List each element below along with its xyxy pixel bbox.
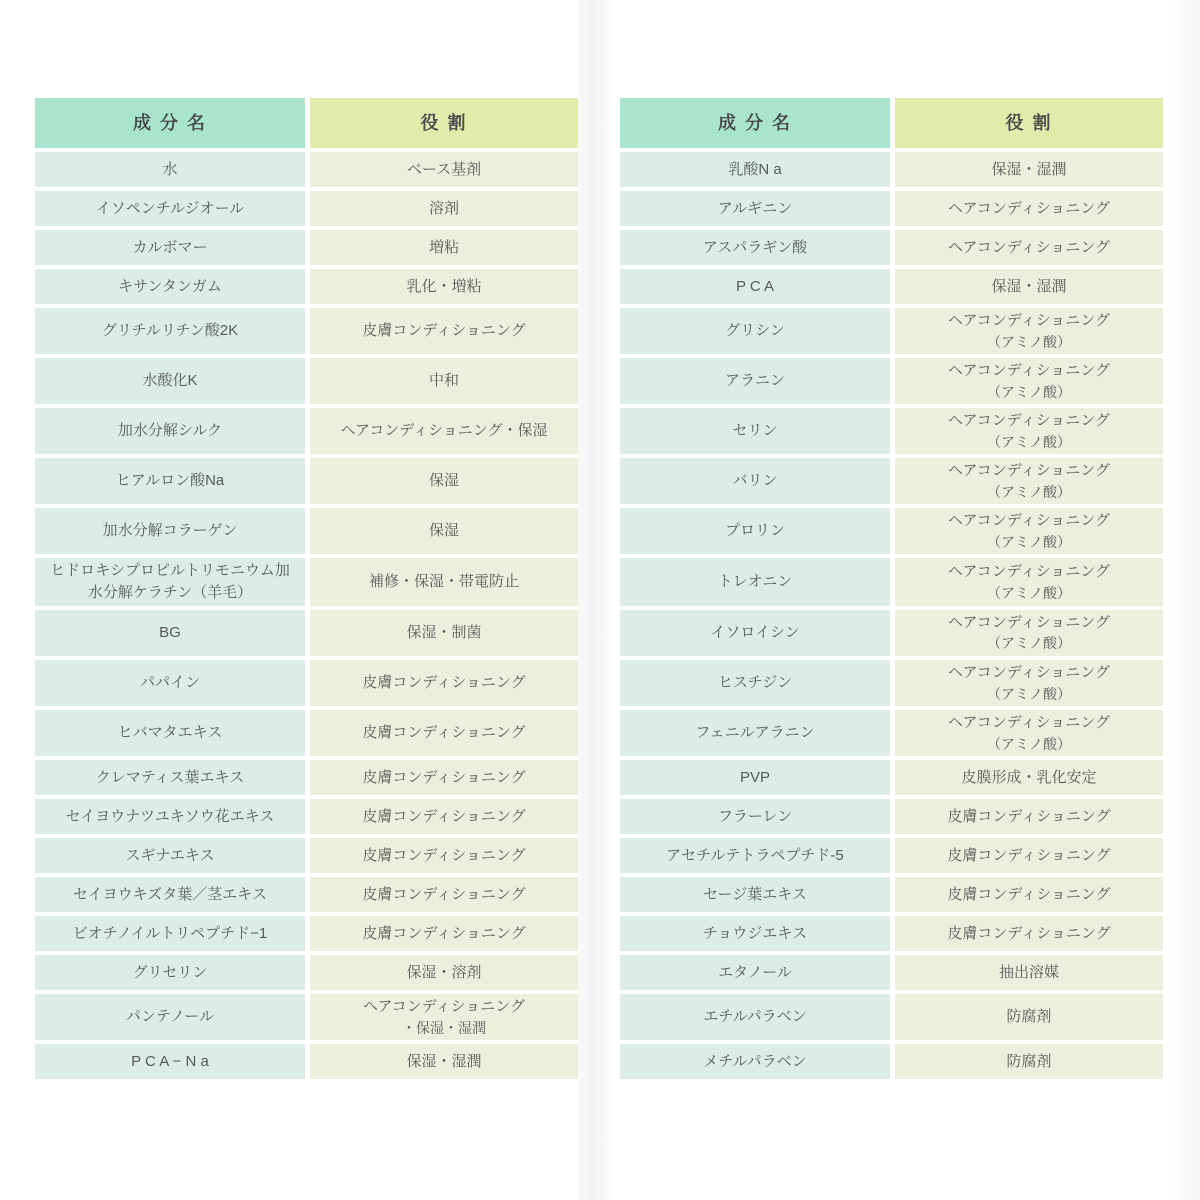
ingredient-name-cell: カルボマー [35, 230, 305, 265]
ingredient-name-cell: PVP [620, 760, 890, 795]
left-table-role-header: 役 割 [310, 98, 578, 148]
role-text: ヘアコンディショニング [947, 238, 1110, 256]
ingredients-grid [35, 98, 1163, 1079]
ingredient-role-cell [895, 799, 1163, 834]
ingredient-role-cell [310, 838, 578, 873]
role-text: ヘアコンディショニング [947, 562, 1110, 580]
ingredient-role-cell [895, 191, 1163, 226]
role-text-line2: （アミノ酸） [987, 433, 1071, 450]
ingredient-role-cell [895, 710, 1163, 756]
ingredient-role-cell [895, 916, 1163, 951]
ingredient-role-cell [310, 408, 578, 454]
role-text: 保湿・溶剤 [406, 963, 482, 981]
ingredient-name-cell: ヒアルロン酸Na [35, 458, 305, 504]
ingredient-role-cell [895, 508, 1163, 554]
role-text: 乳化・増粘 [406, 277, 482, 295]
ingredient-role-cell [895, 660, 1163, 706]
role-text: 皮膚コンディショニング [362, 723, 526, 741]
ingredient-role-cell [310, 458, 578, 504]
ingredient-role-cell [895, 458, 1163, 504]
role-text: ヘアコンディショニング [362, 997, 525, 1015]
ingredient-name-cell: チョウジエキス [620, 916, 890, 951]
ingredient-name-cell: アセチルテトラペプチド-5 [620, 838, 890, 873]
ingredient-role-cell [895, 230, 1163, 265]
role-text: 皮膚コンディショニング [947, 885, 1111, 903]
ingredient-role-cell [310, 269, 578, 304]
role-text: 皮膚コンディショニング [947, 846, 1111, 864]
ingredient-role-cell [310, 1044, 578, 1079]
ingredient-role-cell [895, 877, 1163, 912]
role-text: ヘアコンディショニング [947, 412, 1110, 430]
role-text: ヘアコンディショニング [947, 312, 1110, 329]
role-text: 皮膚コンディショニング [362, 807, 526, 825]
ingredient-role-cell [895, 610, 1163, 656]
ingredient-role-cell [310, 508, 578, 554]
ingredient-name-cell: クレマティス葉エキス [35, 760, 305, 795]
scan-streak-right [1166, 0, 1200, 1200]
ingredient-role-cell [310, 955, 578, 990]
table-gap [583, 877, 615, 912]
role-text: ヘアコンディショニング [947, 613, 1110, 631]
ingredient-role-cell [895, 408, 1163, 454]
table-gap [583, 408, 615, 454]
role-text: ヘアコンディショニング [947, 462, 1110, 480]
table-gap [583, 994, 615, 1040]
role-text: 保湿・制菌 [406, 623, 482, 641]
role-text: 皮膚コンディショニング [362, 885, 526, 903]
role-text: 補修・保湿・帯電防止 [368, 573, 519, 591]
role-text: ヘアコンディショニング [947, 713, 1110, 731]
role-text: 皮膚コンディショニング [362, 846, 526, 864]
role-text: 皮膜形成・乳化安定 [961, 768, 1097, 786]
role-text-line2: （アミノ酸） [987, 533, 1071, 550]
ingredient-role-cell [310, 152, 578, 187]
ingredient-name-cell: アルギニン [620, 191, 890, 226]
ingredient-role-cell [310, 308, 578, 354]
ingredient-role-cell [895, 152, 1163, 187]
role-text: ヘアコンディショニング・保湿 [340, 422, 548, 440]
table-gap [583, 955, 615, 990]
ingredient-role-cell [310, 994, 578, 1040]
ingredient-role-cell [310, 710, 578, 756]
role-text: 抽出溶媒 [998, 963, 1059, 981]
ingredient-role-cell [310, 610, 578, 656]
role-text: ヘアコンディショニング [947, 663, 1110, 681]
ingredient-name-cell: 加水分解シルク [35, 408, 305, 454]
ingredient-name-cell: セイヨウキズタ葉／茎エキス [35, 877, 305, 912]
role-text: 保湿 [428, 522, 459, 540]
table-gap [583, 458, 615, 504]
role-text: ヘアコンディショニング [947, 362, 1110, 380]
role-text: 皮膚コンディショニング [947, 924, 1111, 942]
table-gap [583, 1044, 615, 1079]
ingredient-name-cell: セージ葉エキス [620, 877, 890, 912]
role-text-line2: （アミノ酸） [987, 635, 1071, 652]
role-text: ヘアコンディショニング [947, 199, 1110, 217]
table-gap [583, 191, 615, 226]
ingredient-role-cell [895, 838, 1163, 873]
table-gap [583, 660, 615, 706]
role-text-line2: （アミノ酸） [987, 483, 1071, 500]
ingredient-name-cell: 乳酸N a [620, 152, 890, 187]
role-text: 増粘 [428, 238, 459, 256]
role-text-line2: （アミノ酸） [987, 685, 1071, 702]
ingredient-role-cell [310, 916, 578, 951]
ingredient-name-cell: アラニン [620, 358, 890, 404]
ingredient-role-cell [895, 308, 1163, 354]
table-gap [583, 610, 615, 656]
ingredient-name-cell: ヒスチジン [620, 660, 890, 706]
ingredient-name-cell: パパイン [35, 660, 305, 706]
role-text: 保湿 [428, 472, 459, 490]
ingredient-name-cell: スギナエキス [35, 838, 305, 873]
ingredient-role-cell [310, 877, 578, 912]
ingredient-role-cell [310, 191, 578, 226]
ingredient-name-cell: 水酸化K [35, 358, 305, 404]
ingredient-name-cell: 加水分解コラーゲン [35, 508, 305, 554]
role-text: 皮膚コンディショニング [362, 322, 526, 340]
role-text-line2: （アミノ酸） [987, 383, 1071, 400]
role-text: 皮膚コンディショニング [362, 768, 526, 786]
role-text: ベース基剤 [406, 160, 482, 178]
role-text-line2: （アミノ酸） [987, 735, 1071, 752]
ingredient-role-cell [895, 994, 1163, 1040]
table-gap [583, 838, 615, 873]
ingredient-name-cell: メチルパラベン [620, 1044, 890, 1079]
role-text: 防腐剤 [1006, 1052, 1052, 1070]
table-gap [583, 98, 615, 148]
ingredient-role-cell [895, 955, 1163, 990]
ingredient-name-cell: エチルパラベン [620, 994, 890, 1040]
role-text-line2: ・保湿・湿潤 [402, 1019, 486, 1036]
ingredient-name-cell: BG [35, 610, 305, 656]
role-text: 保湿・湿潤 [991, 277, 1067, 295]
table-gap [583, 760, 615, 795]
role-text: 防腐剤 [1006, 1008, 1052, 1026]
right-table-role-header: 役 割 [895, 98, 1163, 148]
role-text: 溶剤 [428, 199, 459, 217]
ingredient-name-cell: ヒドロキシプロピルトリモニウム加水分解ケラチン（羊毛） [35, 558, 305, 606]
ingredient-name-cell: フラーレン [620, 799, 890, 834]
role-text: 保湿・湿潤 [406, 1052, 482, 1070]
table-gap [583, 558, 615, 606]
table-gap [583, 358, 615, 404]
role-text: 皮膚コンディショニング [362, 924, 526, 942]
table-gap [583, 508, 615, 554]
left-table-name-header: 成 分 名 [35, 98, 305, 148]
ingredient-role-cell [310, 760, 578, 795]
table-gap [583, 799, 615, 834]
ingredient-name-cell: キサンタンガム [35, 269, 305, 304]
ingredient-name-cell: イソペンチルジオール [35, 191, 305, 226]
table-gap [583, 230, 615, 265]
table-gap [583, 710, 615, 756]
ingredient-name-cell: グリチルリチン酸2K [35, 308, 305, 354]
ingredient-name-cell: グリセリン [35, 955, 305, 990]
ingredient-name-cell: トレオニン [620, 558, 890, 606]
ingredient-name-cell: 水 [35, 152, 305, 187]
ingredient-name-cell: バリン [620, 458, 890, 504]
ingredient-role-cell [310, 230, 578, 265]
role-text-line2: （アミノ酸） [987, 333, 1071, 350]
ingredient-name-cell: ヒバマタエキス [35, 710, 305, 756]
ingredient-name-cell: ビオチノイルトリペプチド−1 [35, 916, 305, 951]
role-text: 皮膚コンディショニング [947, 807, 1111, 825]
ingredient-name-cell: P C A [620, 269, 890, 304]
ingredient-name-cell: エタノール [620, 955, 890, 990]
ingredient-name-cell: イソロイシン [620, 610, 890, 656]
ingredient-name-cell: セリン [620, 408, 890, 454]
role-text: 中和 [428, 372, 459, 390]
ingredient-name-cell: グリシン [620, 308, 890, 354]
ingredient-name-cell: パンテノール [35, 994, 305, 1040]
right-table-name-header: 成 分 名 [620, 98, 890, 148]
table-gap [583, 916, 615, 951]
ingredient-role-cell [895, 558, 1163, 606]
role-text-line2: （アミノ酸） [987, 584, 1071, 601]
ingredient-name-cell: P C A − N a [35, 1044, 305, 1079]
ingredient-role-cell [895, 269, 1163, 304]
ingredient-role-cell [310, 799, 578, 834]
role-text: 保湿・湿潤 [991, 160, 1067, 178]
ingredient-role-cell [895, 358, 1163, 404]
table-gap [583, 152, 615, 187]
ingredient-role-cell [895, 760, 1163, 795]
table-gap [583, 269, 615, 304]
ingredient-name-cell: セイヨウナツユキソウ花エキス [35, 799, 305, 834]
ingredient-name-cell: プロリン [620, 508, 890, 554]
ingredient-role-cell [310, 358, 578, 404]
ingredient-name-cell: アスパラギン酸 [620, 230, 890, 265]
role-text: 皮膚コンディショニング [362, 673, 526, 691]
role-text: ヘアコンディショニング [947, 512, 1110, 530]
table-gap [583, 308, 615, 354]
ingredient-role-cell [895, 1044, 1163, 1079]
ingredient-role-cell [310, 660, 578, 706]
ingredient-name-cell: フェニルアラニン [620, 710, 890, 756]
ingredient-role-cell [310, 558, 578, 606]
